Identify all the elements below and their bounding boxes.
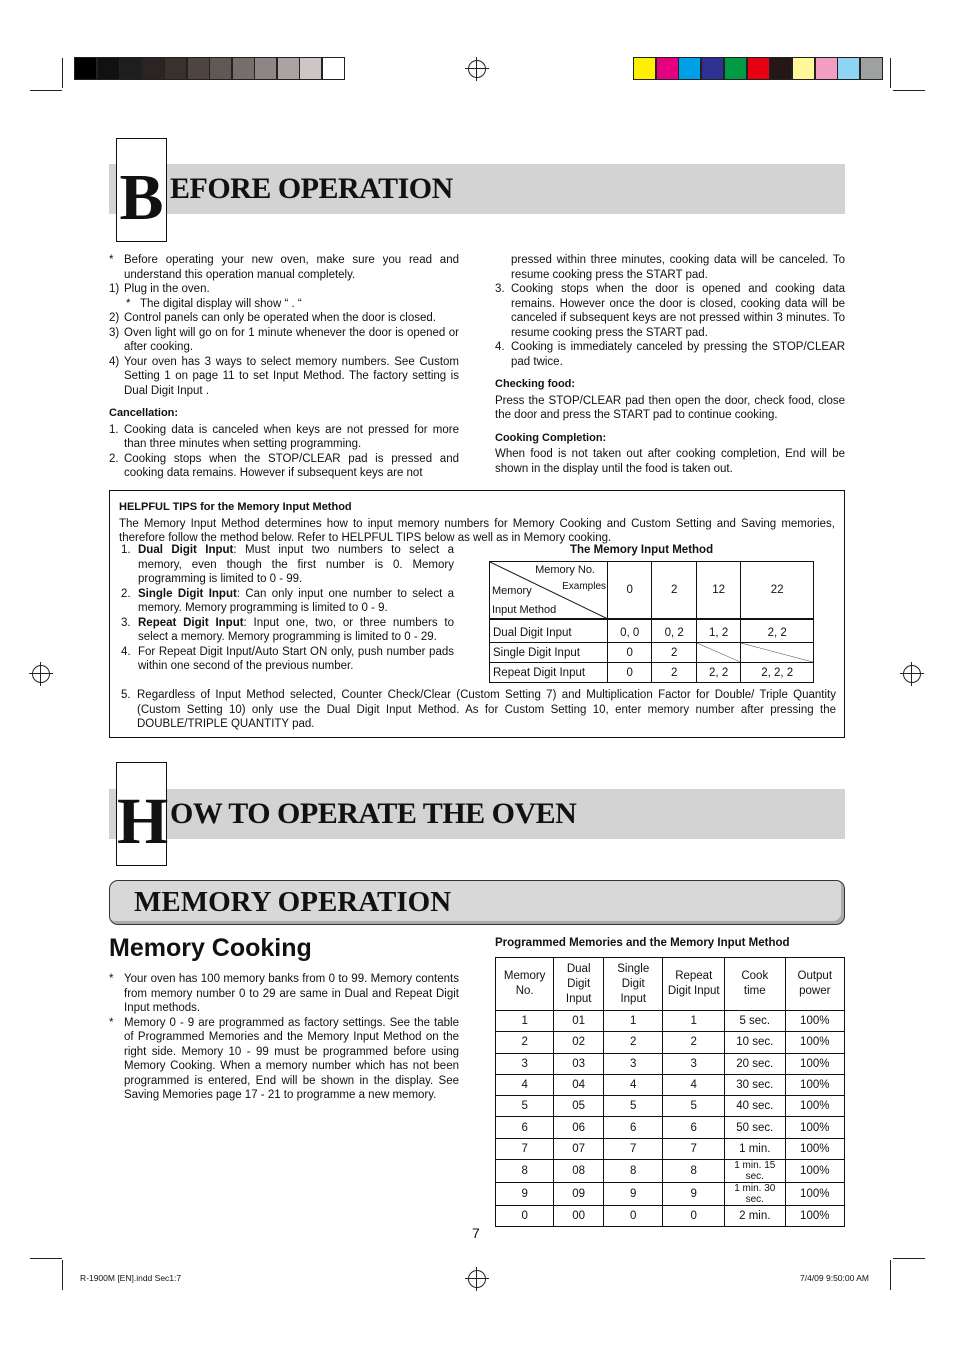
tips-item bbox=[121, 645, 454, 674]
swatch bbox=[119, 57, 142, 80]
corner-mid: Memory bbox=[492, 585, 532, 597]
table-header-cell: Output power bbox=[785, 958, 844, 1011]
cancellation-item bbox=[109, 452, 459, 481]
table-cell bbox=[741, 643, 814, 663]
intro-list-item bbox=[109, 355, 459, 399]
crop-mark bbox=[62, 1260, 63, 1290]
table-cell: 2, 2, 2 bbox=[741, 663, 814, 683]
table-cell: 07 bbox=[554, 1138, 604, 1159]
list-number: 1. bbox=[109, 423, 119, 436]
table-row bbox=[490, 663, 814, 683]
table-cell: 100% bbox=[785, 1096, 844, 1117]
list-number: 4. bbox=[121, 645, 131, 658]
memory-cooking-text bbox=[109, 972, 459, 1103]
intro-column-right bbox=[495, 253, 845, 476]
swatch bbox=[656, 57, 679, 80]
tips-item bbox=[121, 587, 454, 616]
swatch bbox=[254, 57, 277, 80]
table-cell: 05 bbox=[554, 1096, 604, 1117]
table-cell: 100% bbox=[785, 1011, 844, 1032]
swatch bbox=[299, 57, 322, 80]
swatch bbox=[322, 57, 345, 80]
table-cell: 4 bbox=[663, 1074, 725, 1095]
table-cell: 0 bbox=[496, 1206, 554, 1227]
list-text: The digital display will show “ . “ bbox=[140, 297, 302, 310]
corner-examples: Examples bbox=[562, 581, 606, 592]
swatch bbox=[837, 57, 860, 80]
intro-list-item bbox=[109, 282, 459, 297]
section-initial-letter: B bbox=[116, 138, 167, 242]
table-cell: 20 sec. bbox=[725, 1053, 786, 1074]
swatch bbox=[142, 57, 165, 80]
list-number: 3. bbox=[121, 616, 131, 629]
corner-bottom: Input Method bbox=[492, 603, 557, 616]
table-cell: 2 bbox=[604, 1032, 663, 1053]
table-cell: 5 sec. bbox=[725, 1011, 786, 1032]
table-corner-cell bbox=[490, 562, 608, 619]
table-row bbox=[490, 643, 814, 663]
continued-text: pressed within three minutes, cooking data will be canceled. To resume cooking press the START pad. bbox=[511, 254, 845, 281]
table-cell: 7 bbox=[496, 1138, 554, 1159]
table-cell: 3 bbox=[496, 1053, 554, 1074]
corner-top: Memory No. bbox=[535, 564, 595, 576]
list-number: 3. bbox=[495, 283, 505, 295]
table-header-cell: 22 bbox=[741, 562, 814, 619]
table-cell: 2 bbox=[652, 643, 696, 663]
swatch bbox=[74, 57, 97, 80]
swatch bbox=[209, 57, 232, 80]
registration-mark bbox=[32, 665, 50, 683]
table-cell: 2 bbox=[496, 1032, 554, 1053]
list-text: Your oven has 3 ways to select memory numbers. See Custom Setting 1 on page 11 to set Input Method. The factory setting is Dual Digit Input . bbox=[124, 355, 459, 397]
tips-list bbox=[121, 543, 454, 674]
table-row bbox=[496, 1138, 845, 1159]
swatch bbox=[633, 57, 656, 80]
table-header-row bbox=[490, 562, 814, 619]
table-header-cell: Cook time bbox=[725, 958, 786, 1011]
tips-item-5: 5. Regardless of Input Method selected, Counter Check/Clear (Custom Setting 7) and Multiplication Factor for Double/ Triple Quantity (Custom Setting 10) only use the Dual Digit Input Method. As for Custom Setting 10, enter memory number after pressing the DOUBLE/TRIPLE QUANTITY pad. bbox=[121, 689, 836, 730]
cancellation-item bbox=[495, 340, 845, 369]
table-header-row bbox=[496, 958, 845, 1011]
table-cell: 9 bbox=[496, 1183, 554, 1206]
table-cell: 5 bbox=[604, 1096, 663, 1117]
table-cell: 50 sec. bbox=[725, 1117, 786, 1138]
table-cell: 100% bbox=[785, 1117, 844, 1138]
swatch bbox=[164, 57, 187, 80]
table-cell: 6 bbox=[663, 1117, 725, 1138]
page-number: 7 bbox=[472, 1225, 480, 1241]
list-number: 4. bbox=[495, 341, 505, 353]
swatch bbox=[724, 57, 747, 80]
table-row bbox=[496, 1117, 845, 1138]
table-row bbox=[496, 1183, 845, 1206]
crop-mark bbox=[893, 90, 925, 91]
swatch bbox=[187, 57, 210, 80]
swatch bbox=[747, 57, 770, 80]
table-cell: 0 bbox=[608, 663, 652, 683]
table-row bbox=[496, 1053, 845, 1074]
cancellation-heading: Cancellation: bbox=[109, 407, 179, 419]
table-cell: 0 bbox=[663, 1206, 725, 1227]
table-row bbox=[496, 1074, 845, 1095]
table-cell: 3 bbox=[604, 1053, 663, 1074]
list-term: Dual Digit Input bbox=[138, 544, 234, 556]
registration-mark bbox=[903, 665, 921, 683]
swatch bbox=[277, 57, 300, 80]
table-header-cell: Repeat Digit Input bbox=[663, 958, 725, 1011]
table-cell: 0, 0 bbox=[608, 619, 652, 643]
swatch bbox=[815, 57, 838, 80]
tips-item bbox=[121, 616, 454, 645]
table-row bbox=[490, 619, 814, 643]
table-cell: 06 bbox=[554, 1117, 604, 1138]
crop-mark bbox=[890, 58, 891, 88]
list-text: Oven light will go on for 1 minute whenever the door is opened or after cooking. bbox=[124, 326, 459, 353]
table-row bbox=[496, 1011, 845, 1032]
table-cell: 8 bbox=[496, 1160, 554, 1183]
table-row-label: Dual Digit Input bbox=[490, 619, 608, 643]
table-cell: 9 bbox=[604, 1183, 663, 1206]
table-cell: 4 bbox=[496, 1074, 554, 1095]
footer-timestamp: 7/4/09 9:50:00 AM bbox=[800, 1273, 869, 1283]
swatch bbox=[701, 57, 724, 80]
table-cell: 0 bbox=[604, 1206, 663, 1227]
table-cell: 100% bbox=[785, 1206, 844, 1227]
list-term: Repeat Digit Input bbox=[138, 616, 244, 629]
table-cell: 7 bbox=[663, 1138, 725, 1159]
crop-mark bbox=[30, 90, 62, 91]
list-number: * bbox=[126, 297, 131, 310]
list-text: Cooking stops when the door is opened and cooking data remains. However once the door is closed, cooking data will be canceled if subsequent keys are not pressed within 3 minutes. To resume cooking press the START pad. bbox=[511, 283, 845, 339]
intro-list-item bbox=[109, 311, 459, 326]
table-cell: 5 bbox=[496, 1096, 554, 1117]
table-cell: 9 bbox=[663, 1183, 725, 1206]
checking-food-text: Press the STOP/CLEAR pad then open the door, check food, close the door and press the START pad to continue cooking. bbox=[495, 394, 845, 421]
table-row bbox=[496, 1032, 845, 1053]
table-header-cell: 0 bbox=[608, 562, 652, 619]
table-row-label: Single Digit Input bbox=[490, 643, 608, 663]
table-cell: 1 min. 30 sec. bbox=[725, 1183, 786, 1206]
table-header-cell: Single Digit Input bbox=[604, 958, 663, 1011]
table-header-cell: Memory No. bbox=[496, 958, 554, 1011]
table-row-label: Repeat Digit Input bbox=[490, 663, 608, 683]
table-cell: 2 bbox=[663, 1032, 725, 1053]
table-cell: 40 sec. bbox=[725, 1096, 786, 1117]
table-cell: 09 bbox=[554, 1183, 604, 1206]
swatch bbox=[232, 57, 255, 80]
table-cell: 2 min. bbox=[725, 1206, 786, 1227]
registration-mark bbox=[468, 1270, 486, 1288]
list-number: 1) bbox=[109, 283, 120, 295]
table-cell: 1 bbox=[663, 1011, 725, 1032]
table-cell: 6 bbox=[496, 1117, 554, 1138]
crop-mark bbox=[62, 58, 63, 88]
programmed-memories-table bbox=[495, 957, 845, 1227]
table-cell: 4 bbox=[604, 1074, 663, 1095]
memory-operation-bar bbox=[109, 880, 845, 925]
tips-intro: The Memory Input Method determines how to input memory numbers for Memory Cooking and Custom Setting and Saving memories, therefore follow the method below. Refer to HELPFUL TIPS below as well as in Memory cooking. bbox=[119, 517, 835, 544]
section-title: EFORE OPERATION bbox=[170, 172, 453, 205]
list-term: Single Digit Input bbox=[138, 587, 237, 600]
list-number: 2. bbox=[121, 587, 131, 600]
table-row bbox=[496, 1160, 845, 1183]
table-cell: 0 bbox=[608, 643, 652, 663]
intro-list-item bbox=[109, 326, 459, 355]
section-initial-letter: H bbox=[116, 762, 167, 866]
table-cell: 100% bbox=[785, 1032, 844, 1053]
memory-cooking-note-2: * Memory 0 - 9 are programmed as factory settings. See the table of Programmed Memories and the Memory Input Method on the right side. Memory 10 - 99 must be programmed before using Memory Cooking. When a memory number which has not been programmed is entered, End will be shown in the display. See Saving Memories page 17 - 21 to programme a new memory. bbox=[109, 1016, 459, 1101]
list-text: : Can only input one number to select a memory. Memory programming is limited to 0 - 9. bbox=[138, 587, 455, 614]
table-cell: 30 sec. bbox=[725, 1074, 786, 1095]
list-text: : Must input two numbers to select a memory, even though the first number is 0. Memory programming is limited to 0 - 99. bbox=[138, 544, 454, 585]
list-number: 4) bbox=[109, 355, 120, 368]
list-number: 3) bbox=[109, 326, 120, 339]
table-cell bbox=[696, 643, 740, 663]
footer-file-info: R-1900M [EN].indd Sec1:7 bbox=[80, 1273, 182, 1283]
list-text: Control panels can only be operated when the door is closed. bbox=[124, 312, 436, 324]
programmed-memories-title: Programmed Memories and the Memory Input Method bbox=[495, 937, 790, 949]
table-cell: 01 bbox=[554, 1011, 604, 1032]
list-number: 2. bbox=[109, 452, 119, 465]
table-cell: 08 bbox=[554, 1160, 604, 1183]
memory-cooking-note-1: * Your oven has 100 memory banks from 0 to 99. Memory contents from memory number 0 to 29 are same in Dual and Repeat Digit Input methods. bbox=[109, 973, 459, 1014]
table-row bbox=[496, 1096, 845, 1117]
table-cell: 7 bbox=[604, 1138, 663, 1159]
table-header-cell: 12 bbox=[696, 562, 740, 619]
memory-cooking-title: Memory Cooking bbox=[109, 934, 312, 962]
input-method-table bbox=[489, 561, 814, 683]
table-cell: 100% bbox=[785, 1074, 844, 1095]
table-cell: 04 bbox=[554, 1074, 604, 1095]
table-cell: 3 bbox=[663, 1053, 725, 1074]
table-cell: 2, 2 bbox=[696, 663, 740, 683]
tips-item bbox=[121, 543, 454, 587]
table-cell: 2 bbox=[652, 663, 696, 683]
table-cell: 8 bbox=[604, 1160, 663, 1183]
helpful-tips-box bbox=[109, 490, 845, 738]
table-cell: 100% bbox=[785, 1053, 844, 1074]
list-text: Cooking is immediately canceled by pressing the STOP/CLEAR pad twice. bbox=[511, 341, 845, 368]
table-header-cell: 2 bbox=[652, 562, 696, 619]
table-cell: 8 bbox=[663, 1160, 725, 1183]
section-title: OW TO OPERATE THE OVEN bbox=[170, 797, 577, 830]
input-method-table-title: The Memory Input Method bbox=[570, 544, 714, 556]
table-cell: 100% bbox=[785, 1183, 844, 1206]
list-text: For Repeat Digit Input/Auto Start ON only, push number pads within one second of the previous number. bbox=[138, 645, 454, 672]
cancellation-item bbox=[109, 423, 459, 452]
list-text: Plug in the oven. bbox=[124, 283, 210, 295]
cancellation-item bbox=[495, 282, 845, 340]
list-text: Cooking data is canceled when keys are not pressed for more than three minutes when setting programming. bbox=[124, 423, 459, 450]
table-cell: 00 bbox=[554, 1206, 604, 1227]
table-cell: 10 sec. bbox=[725, 1032, 786, 1053]
checking-food-heading: Checking food: bbox=[495, 378, 576, 390]
crop-mark bbox=[893, 1258, 925, 1259]
table-cell: 5 bbox=[663, 1096, 725, 1117]
registration-mark bbox=[468, 60, 486, 78]
table-cell: 1 bbox=[496, 1011, 554, 1032]
table-cell: 02 bbox=[554, 1032, 604, 1053]
table-cell: 03 bbox=[554, 1053, 604, 1074]
table-cell: 1 min. 15 sec. bbox=[725, 1160, 786, 1183]
swatch bbox=[860, 57, 883, 80]
intro-note: * Before operating your new oven, make sure you read and understand this operation manual completely. bbox=[109, 254, 459, 281]
table-cell: 1 bbox=[604, 1011, 663, 1032]
intro-list-item bbox=[109, 297, 459, 312]
list-text: Cooking stops when the STOP/CLEAR pad is pressed and cooking data remains. However if subsequent keys are not bbox=[124, 452, 459, 479]
intro-column-left bbox=[109, 253, 459, 481]
table-cell: 1, 2 bbox=[696, 619, 740, 643]
table-cell: 100% bbox=[785, 1138, 844, 1159]
swatch bbox=[97, 57, 120, 80]
table-cell: 100% bbox=[785, 1160, 844, 1183]
crop-mark bbox=[890, 1260, 891, 1290]
swatch bbox=[678, 57, 701, 80]
table-cell: 0, 2 bbox=[652, 619, 696, 643]
table-row bbox=[496, 1206, 845, 1227]
list-number: 2) bbox=[109, 312, 120, 324]
table-header-cell: Dual Digit Input bbox=[554, 958, 604, 1011]
table-cell: 2, 2 bbox=[741, 619, 814, 643]
crop-mark bbox=[30, 1258, 62, 1259]
list-text: : Input one, two, or three numbers to select a memory. Memory programming is limited to 0 - 29. bbox=[138, 616, 454, 643]
swatch bbox=[769, 57, 792, 80]
table-cell: 6 bbox=[604, 1117, 663, 1138]
list-number: 1. bbox=[121, 544, 131, 556]
memory-operation-title: MEMORY OPERATION bbox=[134, 886, 452, 918]
cooking-completion-heading: Cooking Completion: bbox=[495, 431, 607, 444]
table-cell: 1 min. bbox=[725, 1138, 786, 1159]
swatch bbox=[792, 57, 815, 80]
cooking-completion-text: When food is not taken out after cooking completion, End will be shown in the display until the food is taken out. bbox=[495, 448, 845, 475]
tips-heading: HELPFUL TIPS for the Memory Input Method bbox=[119, 501, 352, 513]
